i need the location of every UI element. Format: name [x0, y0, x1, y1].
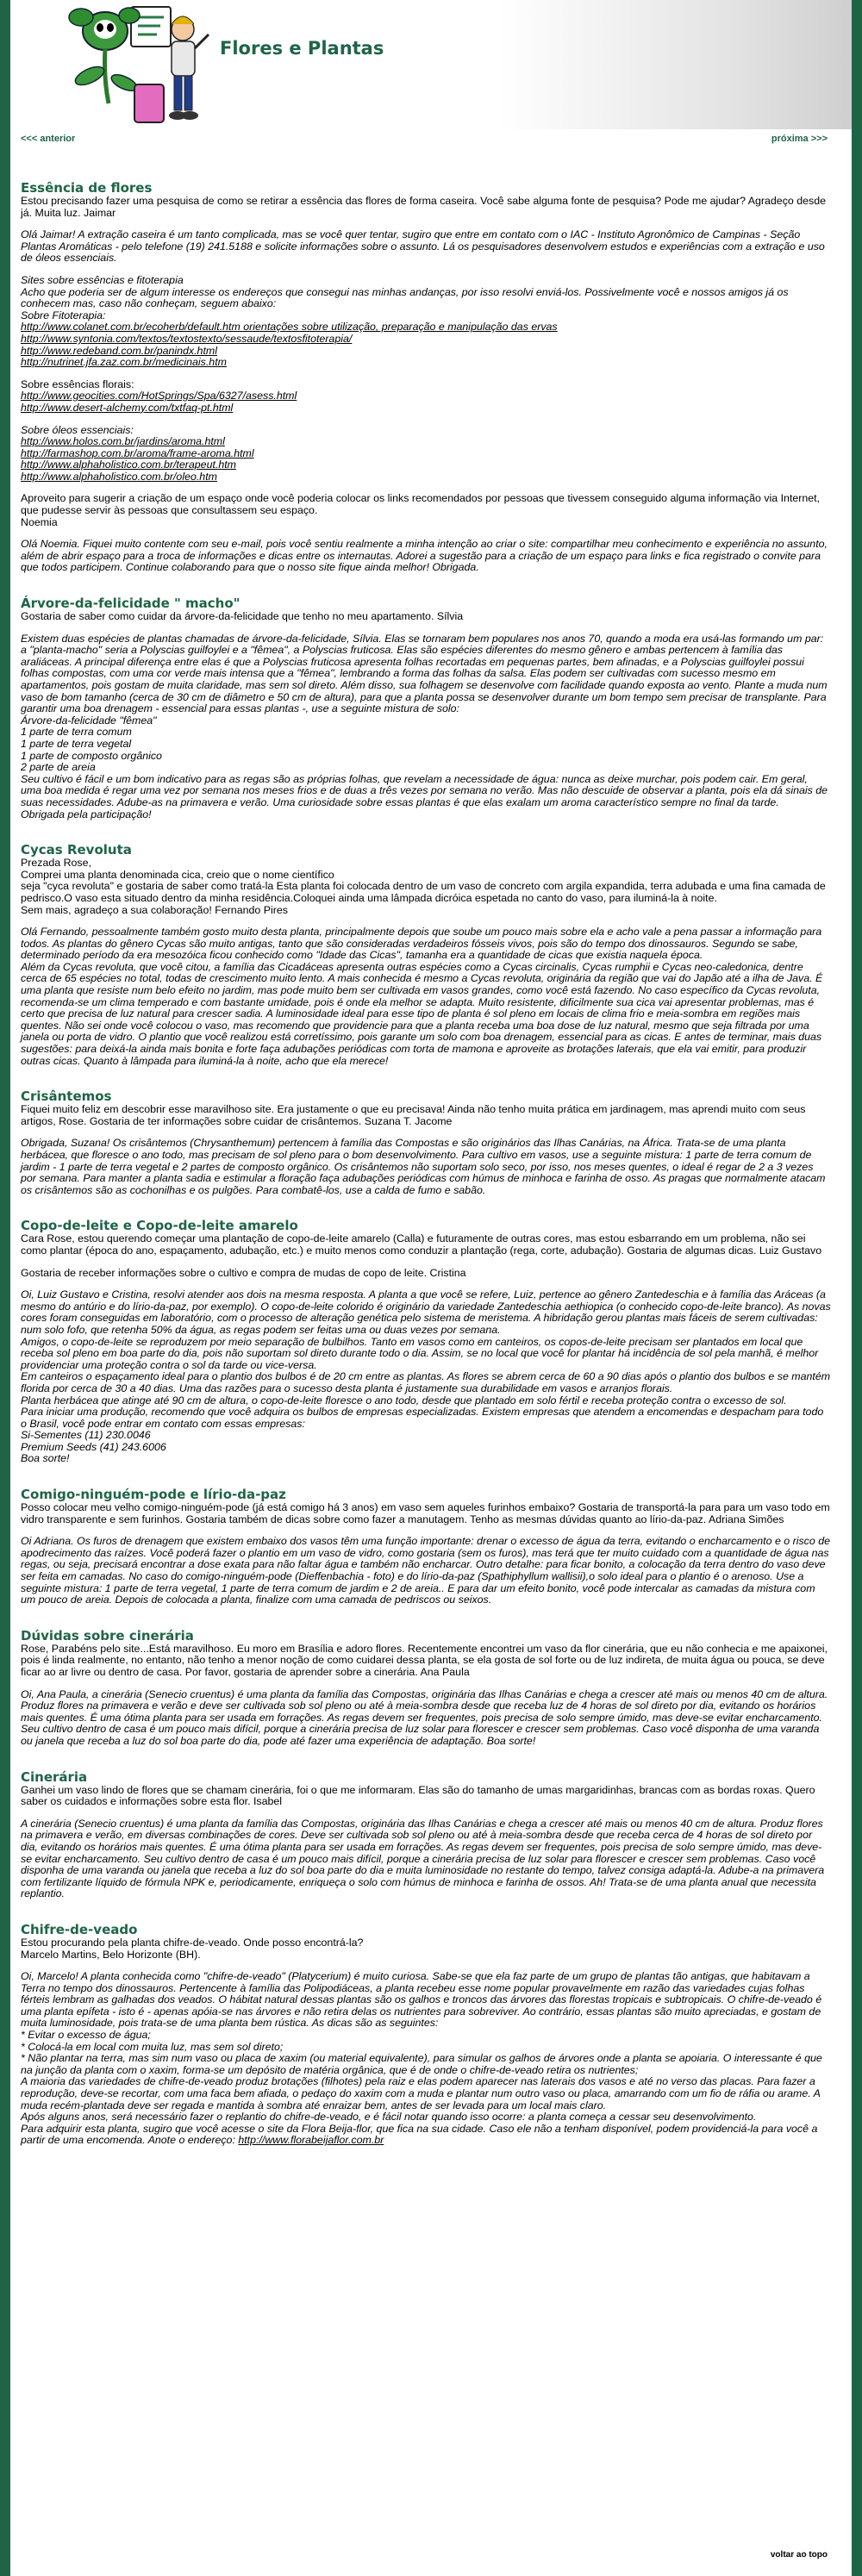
qa-section	[21, 843, 831, 1067]
qa-section	[21, 1219, 831, 1465]
paragraph-text: Gostaria de receber informações sobre o cultivo e compra de mudas de copo de leite. Cristina	[21, 1266, 466, 1279]
resource-link[interactable]: http://www.redeband.com.br/panindx.html	[21, 344, 217, 357]
cartoon-flower-logo-icon	[45, 0, 226, 129]
qa-content	[10, 145, 852, 2147]
qa-section	[21, 1629, 831, 1748]
paragraph-text: Fiquei muito feliz em descobrir esse maravilhoso site. Era justamente o que eu precisava! Ainda não tenho muita prática em jardinagem, mas aprendi muito com seus artigos, Rose. Gostaria de ter informações sobre cuidar de crisântemos. Suzana T. Jacome	[21, 1103, 806, 1127]
section-title: Cinerária	[21, 1768, 88, 1785]
resource-link[interactable]: http://farmashop.com.br/aroma/frame-aroma.html	[21, 446, 254, 459]
paragraph-text: Obrigada, Suzana! Os crisântemos (Chrysanthemum) pertencem à família das Compostas e são originários das Ilhas Canárias, na África. Trata-se de uma planta herbácea, que floresce o ano todo, mas precisam de sol pleno para o bom desenvolvimento. Para cultivo em vasos, use a seguinte mistura: 1 parte de terra comum de jardim - 1 parte de terra vegetal e 2 partes de composto orgânico. Os crisântemos não suportam solo seco, por isso, nos meses quentes, o ideal é regar de 2 a 3 vezes por semana. Para manter a planta sadia e estimular a floração faça adubações periódicas com húmus de minhoca e farinha de osso. As pragas que normalmente atacam os crisântemos são as cochonilhas e os pulgões. Para combatê-los, use a calda de fumo e sabão.	[21, 1137, 826, 1196]
previous-link[interactable]: <<< anterior	[21, 134, 76, 144]
link-list	[21, 390, 831, 414]
reader-question	[21, 379, 831, 391]
section-title: Dúvidas sobre cinerária	[21, 1627, 194, 1644]
section-title: Árvore-da-felicidade " macho"	[21, 596, 240, 612]
paragraph-text: Olá Noemia. Fiquei muito contente com seu e-mail, pois você sentiu realmente a minha intenção ao criar o site: compartilhar meu conhecimento e experiência no assunto, além de abrir espaço para a troca de informações e dicas entre os internautas. Adorei a sugestão para a criação de um espaço para links e fica registrado o convite para que todos participem. Continue colaborando para que o nosso site fique ainda melhor! Obrigada.	[21, 538, 828, 574]
answer-text	[21, 1536, 831, 1606]
answer-text	[21, 633, 831, 821]
reader-question	[21, 1502, 831, 1525]
footer	[771, 2549, 828, 2561]
paragraph-text: Sobre essências florais:	[21, 377, 134, 390]
qa-section	[21, 1089, 831, 1196]
next-link[interactable]: próxima >>>	[771, 134, 828, 144]
header	[10, 0, 852, 129]
section-title: Copo-de-leite e Copo-de-leite amarelo	[21, 1218, 298, 1234]
qa-section	[21, 1770, 831, 1900]
answer-text	[21, 1138, 831, 1196]
paragraph-text: Cara Rose, estou querendo começar uma plantação de copo-de-leite amarelo (Calla) e futuramente de outras cores, mas estou esbarrando em um problema, não sei como plantar (época do ano, espaçamento, adubação, etc.) e muito menos como conduzir a plantação (rega, corte, adubação). Gostaria de algumas dicas. Luiz Gustavo	[21, 1232, 822, 1257]
website-link[interactable]: http://www.florabeijaflor.com.br	[238, 2134, 384, 2147]
paragraph-text: Posso colocar meu velho comigo-ninguém-pode (já está comigo há 3 anos) em vaso sem aqueles furinhos embaixo? Gostaria de transportá-la para para um vaso todo em vidro transparente e sem furinhos. Gostaria também de dicas sobre como fazer a manutagem. Tenho as mesmas dúvidas quanto ao lírio-da-paz. Adriana Simões	[21, 1501, 830, 1525]
paragraph-text: Olá Fernando, pessoalmente também gosto muito desta planta, principalmente depois que soube um pouco mais sobre ela e acho vale a pena passar a informação para todos. As plantas do gênero Cycas são muito antigas, tanto que são consideradas verdadeiros fósseis vivos, pois são do tempo dos dinossauros. Segundo se sabe, determinado período da era mesozóica ficou conhecido como "Idade das Cicas", tamanha era a quantidade de cicas que existia naquela época. Além da Cycas revoluta, que você citou, a família das Cicadáceas apresenta outras espécies como a Cycas circinalis, Cycas rumphii e Cycas neo-caledonica, dentre cerca de 65 espécies no total, todas de crescimento muito lento. A mais conhecida é mesmo a Cycas revoluta, originária da região que vai do Japão até a ilha de Java. É uma planta que resiste num belo efeito no jardim, mas pode muito bem ser cultivada em vasos grandes, como você está fazendo. No caso específico da Cycas revoluta, recomenda-se um clima temperado e com bastante umidade, pois é onde ela melhor se adapta. Muito resistente, dificilmente sua cica vai apresentar problemas, mas é certo que precisa de luz natural para crescer sadia. A luminosidade ideal para esse tipo de planta é sol pleno em locais de clima frio e meia-sombra em regiões mais quentes. Não sei onde você colocou o vaso, mas recomendo que providencie para que a planta receba uma boa dose de luz natural, mesmo que seja filtrada por uma janela ou porta de vidro. O plantio que você realizou está corretíssimo, pois garante um solo com boa drenagem, essencial para as cicas. E antes de terminar, mais duas sugestões: para deixá-la ainda mais bonita e forte faça adubações periódicas com torta de mamona e aproveite as brotações laterais, que ela vai emitir, para produzir outras cicas. Quanto à lâmpada para iluminá-la à noite, acho que ela merece!	[21, 926, 823, 1067]
answer-text	[21, 1971, 831, 2147]
top-navigation	[10, 129, 852, 145]
back-to-top-link[interactable]: voltar ao topo	[770, 2550, 828, 2560]
qa-section	[21, 1488, 831, 1606]
paragraph-text: A cinerária (Senecio cruentus) é uma planta da família das Compostas, originária das Ilhas Canárias e chega a crescer até mais ou menos 40 cm de altura. Produz flores na primavera e verão, em diversas combinações de cores. Deve ser cultivada sob sol pleno ou até à meia-sombra desde que receba cerca de 4 horas de sol direto por dia, evitando os horários mais quentes. É uma ótima planta para ser usada em forrações. As regas devem ser frequentes, pois precisa de solo sempre úmido, mas deve-se evitar encharcamento. Seu cultivo dentro de casa é um pouco mais difícil, porque a cinerária precisa de luz solar para florescer e crescer sem problemas. Caso você disponha de uma varanda ou janela que receba a luz do sol boa parte do dia e muita luminosidade no restante do tempo, talvez consiga adaptá-la. Adube-a na primavera com fertilizante líquido de fórmula NPK e, periodicamente, enriqueça o solo com húmus de minhoca e farinha de ossos. Ah! Trata-se de uma planta anual que necessita replantio.	[21, 1817, 825, 1900]
reader-question	[21, 1233, 831, 1257]
reader-question	[21, 196, 831, 219]
reader-question	[21, 1937, 831, 1961]
resource-link[interactable]: http://www.holos.com.br/jardins/aroma.html	[21, 435, 225, 448]
section-title: Chifre-de-veado	[21, 1921, 138, 1937]
paragraph-text: Olá Jaimar! A extração caseira é um tanto complicada, mas se você quer tentar, sugiro que entre em contato com o IAC - Instituto Agronômico de Campinas - Seção Plantas Aromáticas - pelo telefone (19) 241.5188 e solicite informações sobre o assunto. Lá os pesquisadores desenvolvem estudos e experiências com a extração e uso de óleos essenciais.	[21, 228, 825, 265]
resource-link[interactable]: http://www.colanet.com.br/ecoherb/default.htm orientações sobre utilização, preparação e manipulação das ervas	[21, 321, 558, 334]
answer-text	[21, 275, 831, 321]
answer-text	[21, 1289, 831, 1465]
resource-link[interactable]: http://www.geocities.com/HotSprings/Spa/6327/asess.html	[21, 390, 297, 402]
reader-question	[21, 858, 831, 916]
section-title: Comigo-ninguém-pode e lírio-da-paz	[21, 1487, 286, 1503]
qa-section	[21, 596, 831, 820]
answer-text	[21, 1818, 831, 1900]
section-title: Crisântemos	[21, 1088, 112, 1105]
paragraph-text: Sobre óleos essenciais:	[21, 423, 134, 436]
answer-text	[21, 539, 831, 574]
paragraph-text: Oi, Luiz Gustavo e Cristina, resolvi atender aos dois na mesma resposta. A planta a que você se refere, Luiz, pertence ao gênero Zantedeschia e à família das Aráceas (a mesmo do antúrio e do lírio-da-paz, por exemplo). O copo-de-leite colorido é originário da variedade Zantedeschia aethiopica (o conhecido copo-de-leite branco). As novas cores foram conseguidas em laboratório, com o processo de alteração genética pelo sistema de meristema. A hibridação gerou plantas mais fáceis de serem cultivadas: num solo fofo, que retenha 50% da água, as regas podem ser feitas uma ou duas vezes por semana. Amigos, o copo-de-leite se reproduzem por meio separação de bulbilhos. Tanto em vasos como em canteiros, os copos-de-leite precisam ser plantados em local que receba sol pleno em boa parte do dia, pois não suportam sol direto durante todo o dia. Assim, se no local que você for plantar há incidência de sol pela manhã, é melhor providenciar uma proteção contra o sol da tarde ou vice-versa. Em canteiros o espaçamento ideal para o plantio dos bulbos é de 20 cm entre as plantas. As flores se abrem cerca de 60 a 90 dias após o plantio dos bulbos e se mantém florida por cerca de 30 a 40 dias. Uma das razões para o sucesso desta planta é justamente sua durabilidade em vasos e arranjos florais. Planta herbácea que atinge até 90 cm de altura, o copo-de-leite floresce o ano todo, desde que plantado em solo fértil e receba proteção contra o excesso de sol. Para iniciar uma produção, recomendo que você adquira os bulbos de empresas especializadas. Existem empresas que atendem a encomendas e despacham para todo o Brasil, você pode entrar em contato com essas empresas: Si-Sementes (11) 230.0046 Premium Seeds (41) 243.6006 Boa sorte!	[21, 1288, 831, 1465]
reader-question	[21, 611, 831, 623]
paragraph-text: Aproveito para sugerir a criação de um espaço onde você poderia colocar os links recomendados por pessoas que tivessem conseguido alguma informação via Internet, que pudesse servir às pessoas que consultassem seu espaço. Noemia	[21, 492, 821, 528]
section-title: Essência de flores	[21, 180, 153, 196]
answer-text	[21, 229, 831, 265]
reader-question	[21, 493, 831, 528]
qa-section	[21, 1923, 831, 2147]
paragraph-text: Ganhei um vaso lindo de flores que se chamam cinerária, foi o que me informaram. Elas são do tamanho de umas margaridinhas, brancas com as bordas roxas. Quero saber os cuidados e informações sobre esta flor. Isabel	[21, 1783, 815, 1808]
paragraph-text: Prezada Rose, Comprei uma planta denominada cica, creio que o nome científico seja "cyca revoluta" e gostaria de saber como tratá-la Esta planta foi colocada dentro de um vaso de concreto com argila expandida, terra adubada e uma fina camada de pedrisco.O vaso esta situado dentro da minha residência.Coloquei ainda uma lâmpada dicróica espetada no canto do vaso, para iluminá-la à noite. Sem mais, agradeço a sua colaboração! Fernando Pires	[21, 857, 826, 916]
section-title: Cycas Revoluta	[21, 842, 132, 858]
link-list	[21, 321, 831, 368]
paragraph-text: Oi Adriana. Os furos de drenagem que existem embaixo dos vasos têm uma função importante: drenar o excesso de água da terra, evitando o encharcamento e o risco de apodrecimento das raízes. Você poderá fazer o plantio em um vaso de vidro, como gostaria (sem os furos), mas terá que ter muito cuidado com a quantidade de água nas regas, ou seja, precisará encontrar a dose exata para não faltar água e também não encharcar. Outro detalhe: para ficar bonito, a colocação da terra dentro do vaso deve ser feita em camadas. No caso do comigo-ninguém-pode (Dieffenbachia - foto) e do lírio-da-paz (Spathiphyllum wallisii),o solo ideal para o plantio é o arenoso. Use a seguinte mistura: 1 parte de terra vegetal, 1 parte de terra comum de jardim e 2 de areia.. E para dar um efeito bonito, você pode intercalar as camadas da mistura com um pouco de areia. Depois de colocada a planta, finalize com uma camada de pedriscos ou seixos.	[21, 1535, 830, 1606]
page	[10, 0, 852, 2576]
reader-question	[21, 1268, 831, 1280]
paragraph-text: Existem duas espécies de plantas chamadas de árvore-da-felicidade, Sílvia. Elas se tornaram bem populares nos anos 70, quando a moda era usá-las formando um par: a "planta-macho" seria a Polyscias guilfoylei e a "fêmea", a Polyscias fruticosa. Elas são espécies diferentes do mesmo gênero e ambas pertencem à família das araliáceas. A principal diferença entre elas é que a Polyscias fruticosa apresenta folhas recortadas em pequenas partes, bem afinadas, e a Polyscias guilfoylei possui folhas compostas, com uma cor verde mais intensa que a "fêmea", lembrando a forma das folhas da salsa. Elas podem ser cultivadas com sucesso mesmo em apartamentos, pois gostam de muita claridade, mas sem sol direto. Além disso, sua folhagem se desenvolve com facilidade quando exposta ao vento. Plante a muda num vaso de bom tamanho (cerca de 30 cm de diâmetro e 50 cm de altura), para que a planta possa se desenvolver durante um bom tempo sem precisar de transplante. Para garantir uma boa drenagem - essencial para essas plantas -, use a seguinte mistura de solo: Árvore-da-felicidade "fêmea" 1 parte de terra comum 1 parte de terra vegetal 1 parte de composto orgânico 2 parte de areia Seu cultivo é fácil e um bom indicativo para as regas são as próprias folhas, que revelam a necessidade de água: nunca as deixe murchar, pois podem cair. Em geral, uma boa medida é regar uma vez por semana nos meses frios e de duas a três vezes por semana no verão. Mas não descuide de observar a planta, pois ela dá sinais de suas necessidades. Adube-as na primavera e verão. Uma curiosidade sobre essas plantas é que elas exalam um aroma característico sempre no final da tarde. Obrigada pela participação!	[21, 632, 828, 820]
site-title: Flores e Plantas	[220, 38, 384, 59]
qa-section	[21, 181, 831, 574]
paragraph-text: Oi, Ana Paula, a cinerária (Senecio cruentus) é uma planta da família das Compostas, originária das Ilhas Canárias e chega a crescer até mais ou menos 40 cm de altura. Produz flores na primavera e verão e deve ser cultivada sob sol pleno ou até à meia-sombra desde que receba luz de 4 horas de sol direto por dia, evitando os horários mais quentes. É uma ótima planta para ser usada em forrações. As regas devem ser frequentes, pois precisa de solo sempre úmido, mas deve-se evitar encharcamento. Seu cultivo dentro de casa é um pouco mais difícil, porque a cinerária precisa de luz solar para florescer e crescer sem problemas. Caso você disponha de uma varanda ou janela que receba a luz do sol boa parte do dia, pode até fazer uma experiência de adaptação. Boa sorte!	[21, 1687, 828, 1747]
paragraph-text: Gostaria de saber como cuidar da árvore-da-felicidade que tenho no meu apartamento. Sílvia	[21, 610, 464, 623]
paragraph-text: Oi, Marcelo! A planta conhecida como "chifre-de-veado" (Platycerium) é muito curiosa. Sabe-se que ela faz parte de um grupo de plantas tão antigas, que habitavam a Terra no tempo dos dinossauros. Pertencente à família das Polipodiáceas, a planta recebeu esse nome popular provavelmente em razão das variedades cujas folhas férteis lembram as galhadas dos veados. O hábitat natural dessas plantas são os galhos e troncos das árvores das florestas tropicais e subtropicais. O chifre-de-veado é uma planta epífeta - isto é - apenas apóia-se nas árvores e não retira delas os nutrientes para sobreviver. Ao contrário, essas plantas são muito apreciadas, e gostam de muita luminosidade, pois trata-se de uma planta bem rústica. As dicas são as seguintes: * Evitar o excesso de água; * Colocá-la em local com muita luz, mas sem sol direto; * Não plantar na terra, mas sim num vaso ou placa de xaxim (ou material equivalente), para simular os galhos de árvores onde a planta se apoiaria. O interessante é que na junção da planta com o xaxim, forma-se um depósito de matéria orgânica, que é de onde o chifre-de-veado retira os nutrientes; A maioria das variedades de chifre-de-veado produz brotações (filhotes) pela raiz e elas podem aparecer nas laterais dos vasos e até no verso das placas. Para fazer a reprodução, deve-se recortar, com uma faca bem afiada, o pedaço do xaxim com a muda e plantar num outro vaso ou placa, amarrando com um fio de ráfia ou arame. A muda recém-plantada deve ser regada e mantida à sombra até enraizar bem, antes de ser levada para um local mais claro. Após alguns anos, será necessário fazer o replantio do chifre-de-veado, e é fácil notar quando isso ocorre: a planta começa a cessar seu desenvolvimento. Para adquirir esta planta, sugiro que você acesse o site da Flora Beija-flor, que fica na sua cidade. Caso ele não a tenham disponível, podem providenciá-la para você a partir de uma encomenda. Anote o endereço:	[21, 1970, 822, 2147]
link-list	[21, 436, 831, 483]
resource-link[interactable]: http://www.alphaholistico.com.br/terapeut.htm	[21, 458, 236, 471]
resource-link[interactable]: http://www.alphaholistico.com.br/oleo.htm	[21, 470, 217, 483]
paragraph-text: Estou procurando pela planta chifre-de-veado. Onde posso encontrá-la? Marcelo Martins, Belo Horizonte (BH).	[21, 1936, 364, 1961]
resource-link[interactable]: http://www.syntonia.com/textos/textostexto/sessaude/textosfitoterapia/	[21, 332, 353, 345]
paragraph-text: Rose, Parabéns pelo site...Está maravilhoso. Eu moro em Brasília e adoro flores. Recentemente encontrei um vaso da flor cinerária, que eu não conhecia e me apaixonei, pois é linda realmente, no entanto, não tenho a menor noção de como cuidarei dessa planta, se ela gosta de sol forte ou de luz indireta, de muita água ou pouca, se deve ficar ao ar livre ou dentro de casa. Por favor, gostaria de aprender sobre a cinerária. Ana Paula	[21, 1642, 828, 1678]
reader-question	[21, 1104, 831, 1127]
paragraph-text: Estou precisando fazer uma pesquisa de como se retirar a essência das flores de forma caseira. Você sabe alguma fonte de pesquisa? Pode me ajudar? Agradeço desde já. Muita luz. Jaimar	[21, 195, 826, 219]
reader-question	[21, 1644, 831, 1679]
answer-text	[21, 425, 831, 437]
resource-link[interactable]: http://nutrinet.jfa.zaz.com.br/medicinais.htm	[21, 356, 227, 369]
answer-text	[21, 1689, 831, 1748]
resource-link[interactable]: http://www.desert-alchemy.com/txtfaq-pt.html	[21, 401, 234, 414]
answer-text	[21, 926, 831, 1067]
reader-question	[21, 1785, 831, 1808]
paragraph-text: Sites sobre essências e fitoterapia Acho que poderia ser de algum interesse os endereços que consegui nas minhas andanças, por isso resolvi enviá-los. Possivelmente você e nossos amigos já os conhecem mas, caso não conheçam, seguem abaixo: Sobre Fitoterapia:	[21, 273, 789, 321]
